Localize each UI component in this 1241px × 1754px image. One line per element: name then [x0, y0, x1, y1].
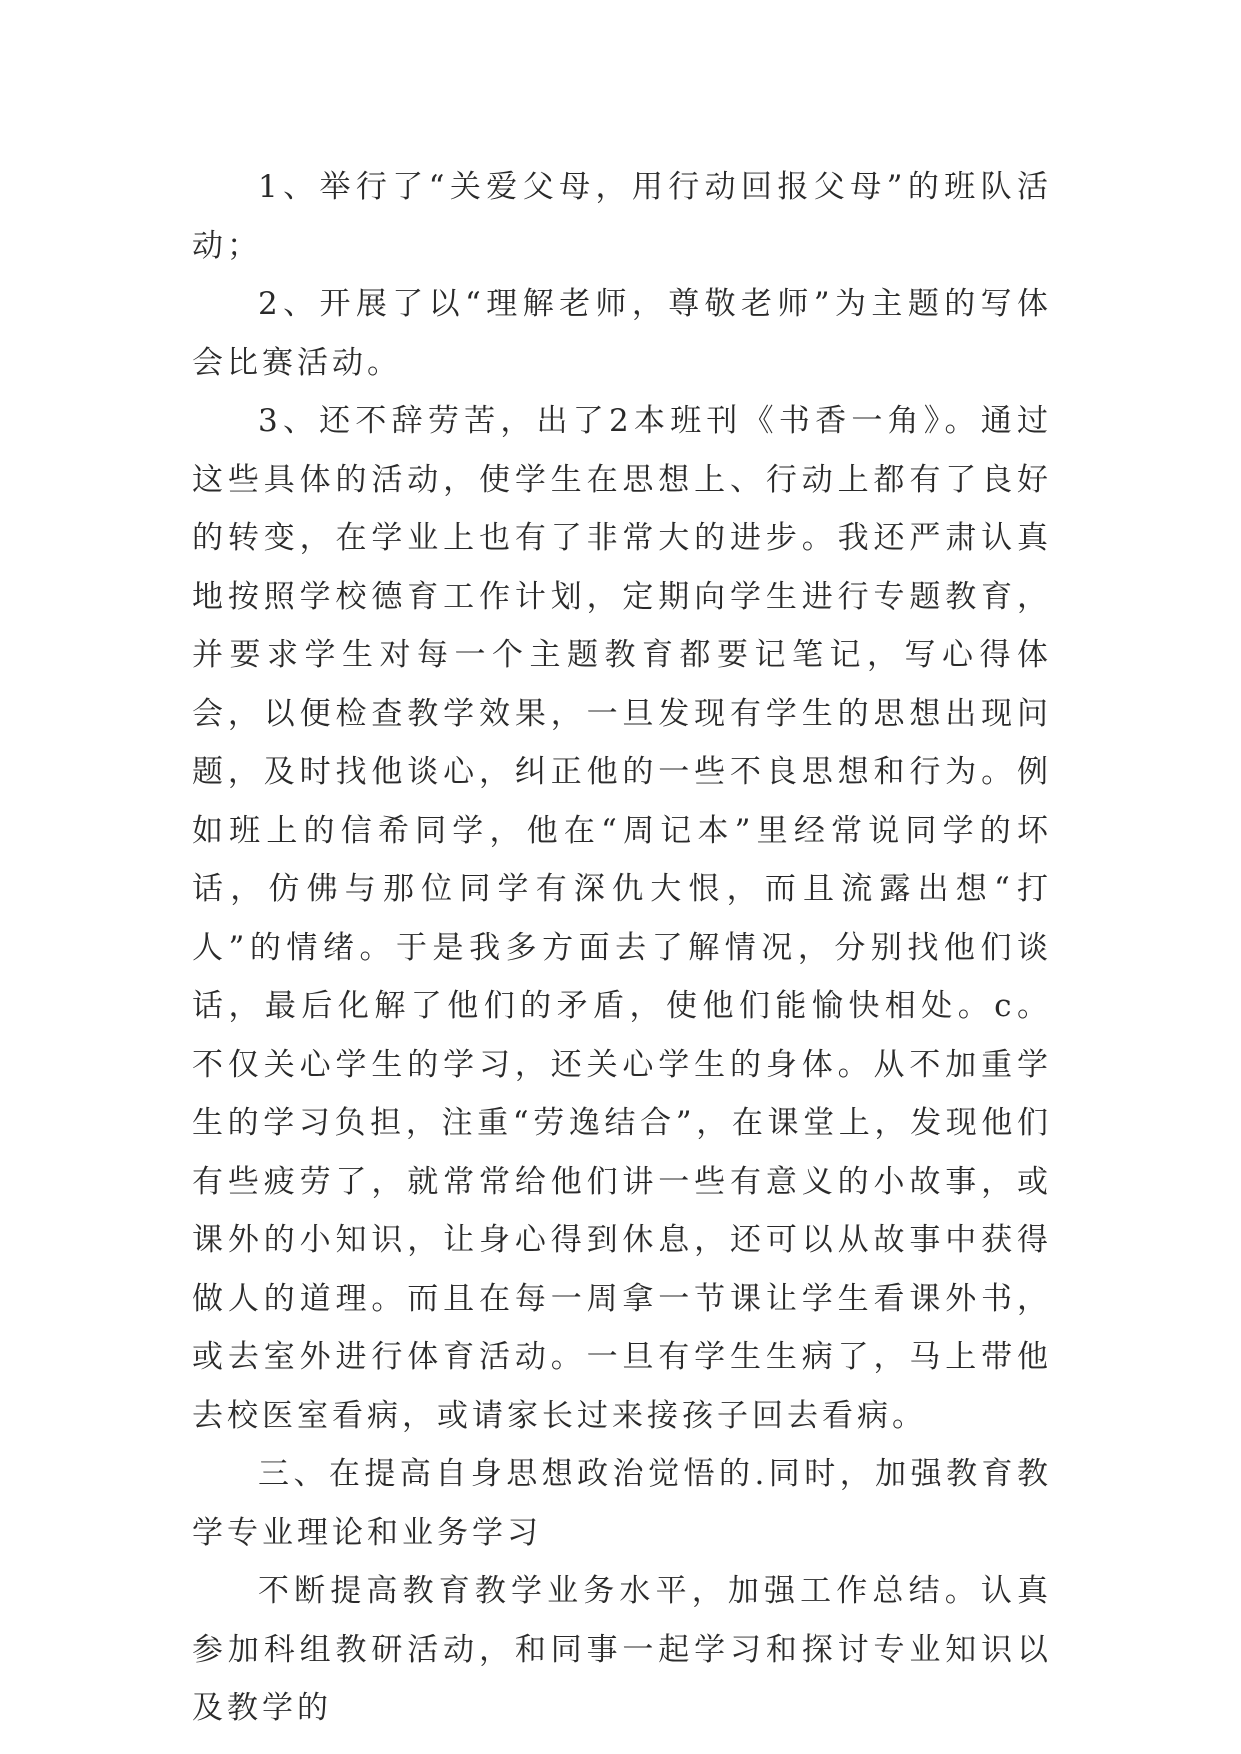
- section-heading-3: 三、在提高自身思想政治觉悟的.同时，加强教育教学专业理论和业务学习: [192, 1456, 1052, 1551]
- paragraph-activity-1: 1、举行了“关爱父母，用行动回报父母”的班队活动；: [192, 169, 1052, 264]
- document-body: [192, 158, 1052, 1738]
- paragraph-activity-3: 3、还不辞劳苦，出了2本班刊《书香一角》。通过这些具体的活动，使学生在思想上、行动上都有了良好的转变，在学业上也有了非常大的进步。我还严肃认真地按照学校德育工作计划，定期向学生进行专题教育，并要求学生对每一个主题教育都要记笔记，写心得体会，以便检查教学效果，一旦发现有学生的思想出现问题，及时找他谈心，纠正他的一些不良思想和行为。例如班上的信希同学，他在“周记本”里经常说同学的坏话，仿佛与那位同学有深仇大恨，而且流露出想“打人”的情绪。于是我多方面去了解情况，分别找他们谈话，最后化解了他们的矛盾，使他们能愉快相处。c。不仅关心学生的学习，还关心学生的身体。从不加重学生的学习负担，注重“劳逸结合”，在课堂上，发现他们有些疲劳了，就常常给他们讲一些有意义的小故事，或课外的小知识，让身心得到休息，还可以从故事中获得做人的道理。而且在每一周拿一节课让学生看课外书，或去室外进行体育活动。一旦有学生生病了，马上带他去校医室看病，或请家长过来接孩子回去看病。: [192, 403, 1052, 1434]
- paragraph-study: 不断提高教育教学业务水平，加强工作总结。认真参加科组教研活动，和同事一起学习和探讨专业知识以及教学的: [192, 1573, 1052, 1726]
- paragraph-activity-2: 2、开展了以“理解老师，尊敬老师”为主题的写体会比赛活动。: [192, 286, 1052, 381]
